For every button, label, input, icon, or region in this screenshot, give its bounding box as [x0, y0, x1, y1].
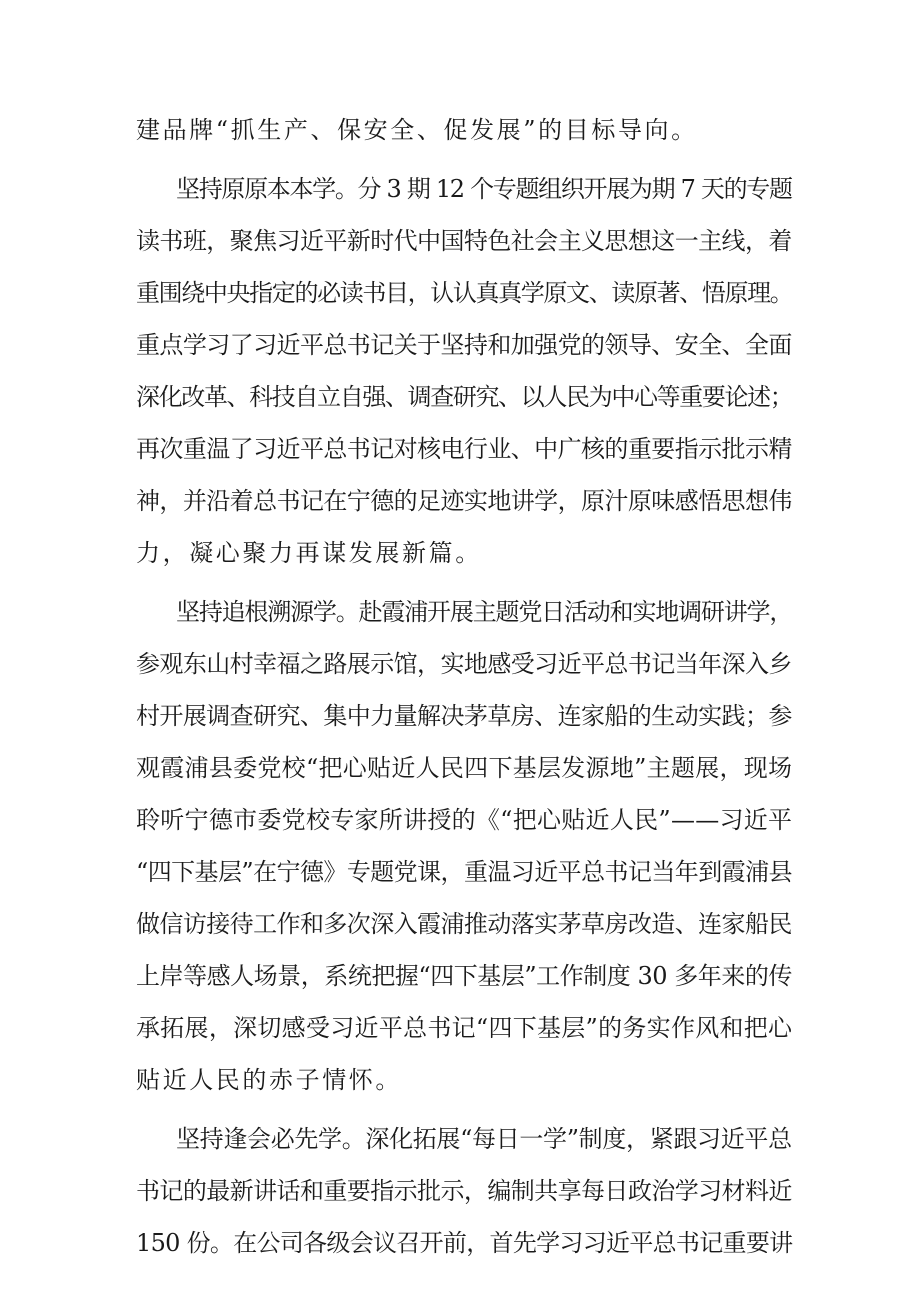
text-line: 建品牌“抓生产、保安全、促发展”的目标导向。: [136, 116, 698, 144]
text-line: 贴近人民的赤子情怀。: [136, 1066, 402, 1094]
text-line: 坚持原原本本学。分 3 期 12 个专题组织开展为期 7 天的专题: [176, 175, 792, 203]
text-line: 上岸等感人场景，系统把握“四下基层”工作制度 30 多年来的传: [136, 962, 792, 990]
text-line: 书记的最新讲话和重要指示批示，编制共享每日政治学习材料近: [136, 1177, 792, 1205]
text-line: 做信访接待工作和多次深入霞浦推动落实茅草房改造、连家船民: [136, 910, 792, 938]
text-line: 重围绕中央指定的必读书目，认认真真学原文、读原著、悟原理。: [136, 279, 793, 307]
text-line: 神，并沿着总书记在宁德的足迹实地讲学，原汁原味感悟思想伟: [136, 487, 792, 515]
text-line: 参观东山村幸福之路展示馆，实地感受习近平总书记当年深入乡: [136, 650, 792, 678]
text-line: 坚持追根溯源学。赴霞浦开展主题党日活动和实地调研讲学，: [176, 598, 793, 626]
text-line: 重点学习了习近平总书记关于坚持和加强党的领导、安全、全面: [136, 331, 792, 359]
text-line: 深化改革、科技自立自强、调查研究、以人民为中心等重要论述；: [136, 383, 793, 411]
text-line: 观霞浦县委党校“把心贴近人民四下基层发源地”主题展，现场: [136, 754, 793, 782]
text-line: 坚持逢会必先学。深化拓展“每日一学”制度，紧跟习近平总: [176, 1125, 792, 1153]
text-line: 再次重温了习近平总书记对核电行业、中广核的重要指示批示精: [136, 435, 792, 463]
text-line: 村开展调查研究、集中力量解决茅草房、连家船的生动实践；参: [136, 702, 792, 730]
text-line: 读书班，聚焦习近平新时代中国特色社会主义思想这一主线，着: [136, 227, 792, 255]
text-line: 承拓展，深切感受习近平总书记“四下基层”的务实作风和把心: [136, 1014, 793, 1042]
text-line: “四下基层”在宁德》专题党课，重温习近平总书记当年到霞浦县: [136, 858, 792, 886]
text-line: 力，凝心聚力再谋发展新篇。: [136, 539, 482, 567]
text-line: 150 份。在公司各级会议召开前，首先学习习近平总书记重要讲: [136, 1229, 793, 1257]
text-line: 聆听宁德市委党校专家所讲授的《“把心贴近人民”——习近平: [136, 806, 793, 834]
